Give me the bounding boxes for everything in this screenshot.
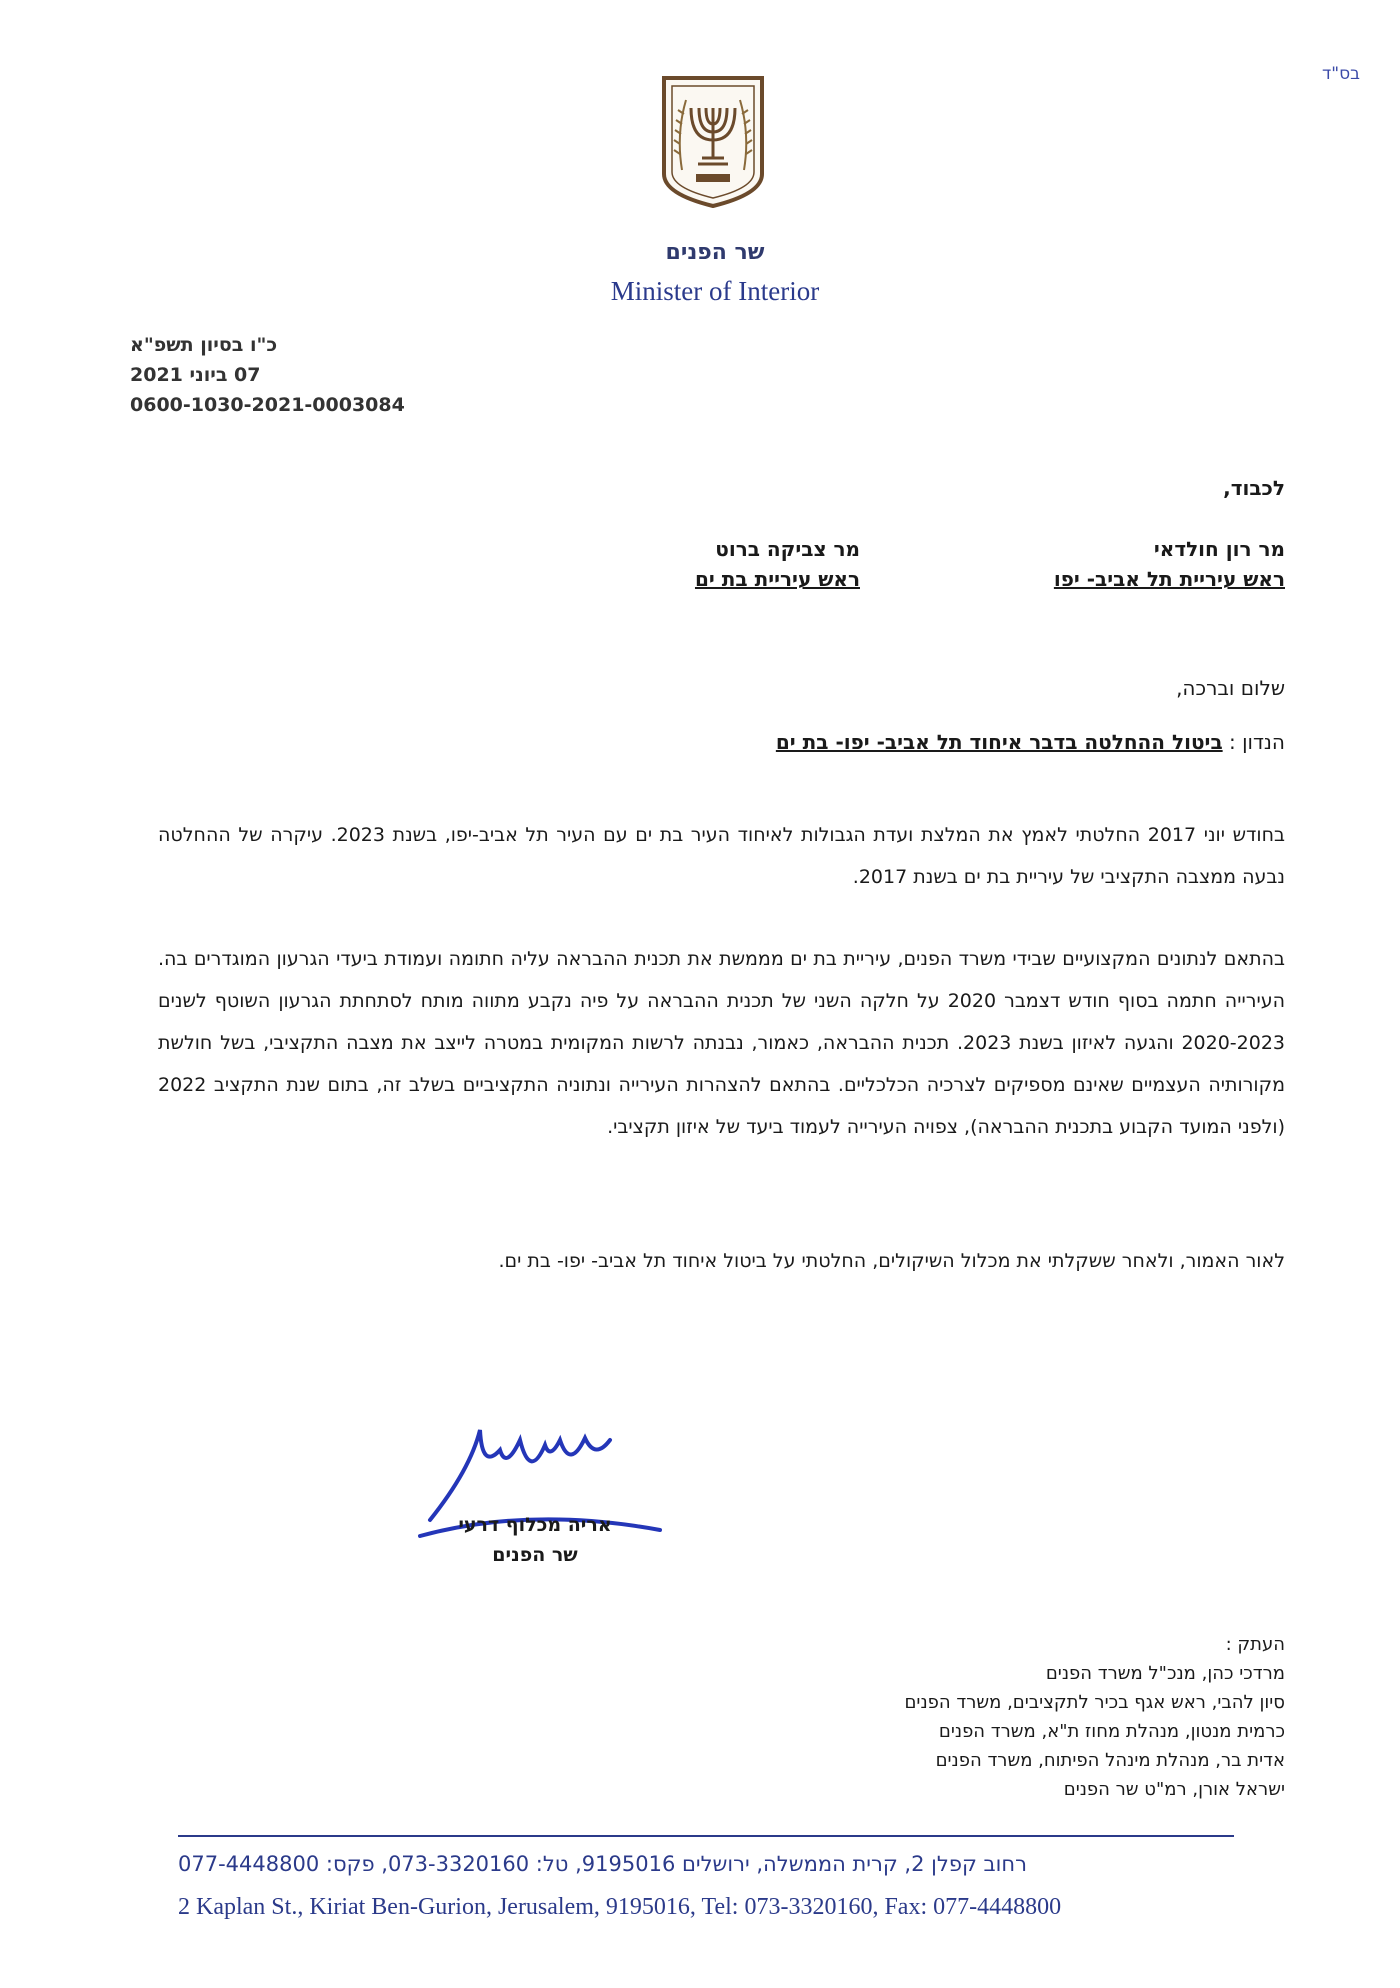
cc-item: כרמית מנטון, מנהלת מחוז ת"א, משרד הפנים (938, 1721, 1285, 1742)
subject-line (776, 730, 1285, 754)
gregorian-date: 07 ביוני 2021 (130, 364, 261, 386)
reference-number: 0600-1030-2021-0003084 (130, 394, 405, 416)
cc-label: העתק : (1225, 1634, 1285, 1655)
footer-divider (178, 1835, 1234, 1837)
cc-item: סיון להבי, ראש אגף בכיר לתקציבים, משרד הפנים (904, 1692, 1285, 1713)
paragraph-2: בהתאם לנתונים המקצועיים שבידי משרד הפנים, עיריית בת ים מממשת את תכנית ההבראה עליה חתומה ועמודת ביעדי הגרעון המוגדרים בה. העירייה חתמה בסוף חודש דצמבר 2020 על חלקה השני של תכנית ההבראה על פיה נקבע מתווה מותח לסתחתת הגרעון השוטף לשנים 2020-2023 והגעה לאיזון בשנת 2023. תכנית ההבראה, כאמור, נבנתה לרשות המקומית במטרה לייצב את מצבה התקציבי, בשל חולשת מקורותיה העצמיים שאינם מספיקים לצרכיה הכלכליים. בהתאם להצהרות העירייה ונתוניה התקציביים בשלב זה, בתום שנת התקציב 2022 (ולפני המועד הקבוע בתכנית ההבראה), צפויה העירייה לעמוד ביעד של איזון תקציבי. (158, 948, 1286, 1138)
state-emblem-icon (658, 74, 768, 210)
recipient-1 (1054, 534, 1285, 594)
bsd-mark: בס"ד (1322, 64, 1360, 84)
letter-meta (130, 330, 430, 420)
subject-text: ביטול ההחלטה בדבר איחוד תל אביב- יפו- בת ים (775, 730, 1223, 754)
paragraph-1: בחודש יוני 2017 החלטתי לאמץ את המלצת ועדת הגבולות לאיחוד העיר בת ים עם העיר תל אביב-יפו, בשנת 2023. עיקרה של ההחלטה נבעה ממצבה התקציבי של עיריית בת ים בשנת 2017. (158, 824, 1285, 888)
hebrew-date: כ"ו בסיון תשפ"א (130, 334, 278, 356)
recipient-1-title: ראש עיריית תל אביב- יפו (1053, 567, 1285, 591)
signatory (390, 1510, 680, 1570)
greeting: שלום וברכה, (1176, 676, 1285, 700)
footer-address-hebrew: רחוב קפלן 2, קרית הממשלה, ירושלים 9195016, טל: 073-3320160, פקס: 077-4448800 (178, 1852, 1027, 1876)
recipient-2-name: מר צביקה ברוט (715, 537, 860, 561)
subject-label: הנדון : (1229, 730, 1285, 754)
recipient-2-title: ראש עיריית בת ים (694, 567, 860, 591)
minister-title-hebrew: שר הפנים (665, 240, 765, 265)
recipient-2 (695, 534, 860, 594)
cc-item: אדית בר, מנהלת מינהל הפיתוח, משרד הפנים (935, 1750, 1285, 1771)
recipient-1-name: מר רון חולדאי (1153, 537, 1285, 561)
cc-item: ישראל אורן, רמ"ט שר הפנים (1063, 1779, 1285, 1800)
signatory-name: אריה מכלוף דרעי (458, 1514, 612, 1536)
footer-address-english: 2 Kaplan St., Kiriat Ben-Gurion, Jerusalem, 9195016, Tel: 073-3320160, Fax: 077-4448800 (178, 1894, 1062, 1920)
cc-list (904, 1630, 1285, 1804)
to-label: לכבוד, (1223, 476, 1285, 500)
cc-item: מרדכי כהן, מנכ"ל משרד הפנים (1045, 1663, 1285, 1684)
paragraph-3: לאור האמור, ולאחר ששקלתי את מכלול השיקולים, החלטתי על ביטול איחוד תל אביב- יפו- בת ים. (498, 1250, 1285, 1272)
minister-title-english: Minister of Interior (610, 276, 820, 306)
signatory-title: שר הפנים (492, 1544, 578, 1566)
